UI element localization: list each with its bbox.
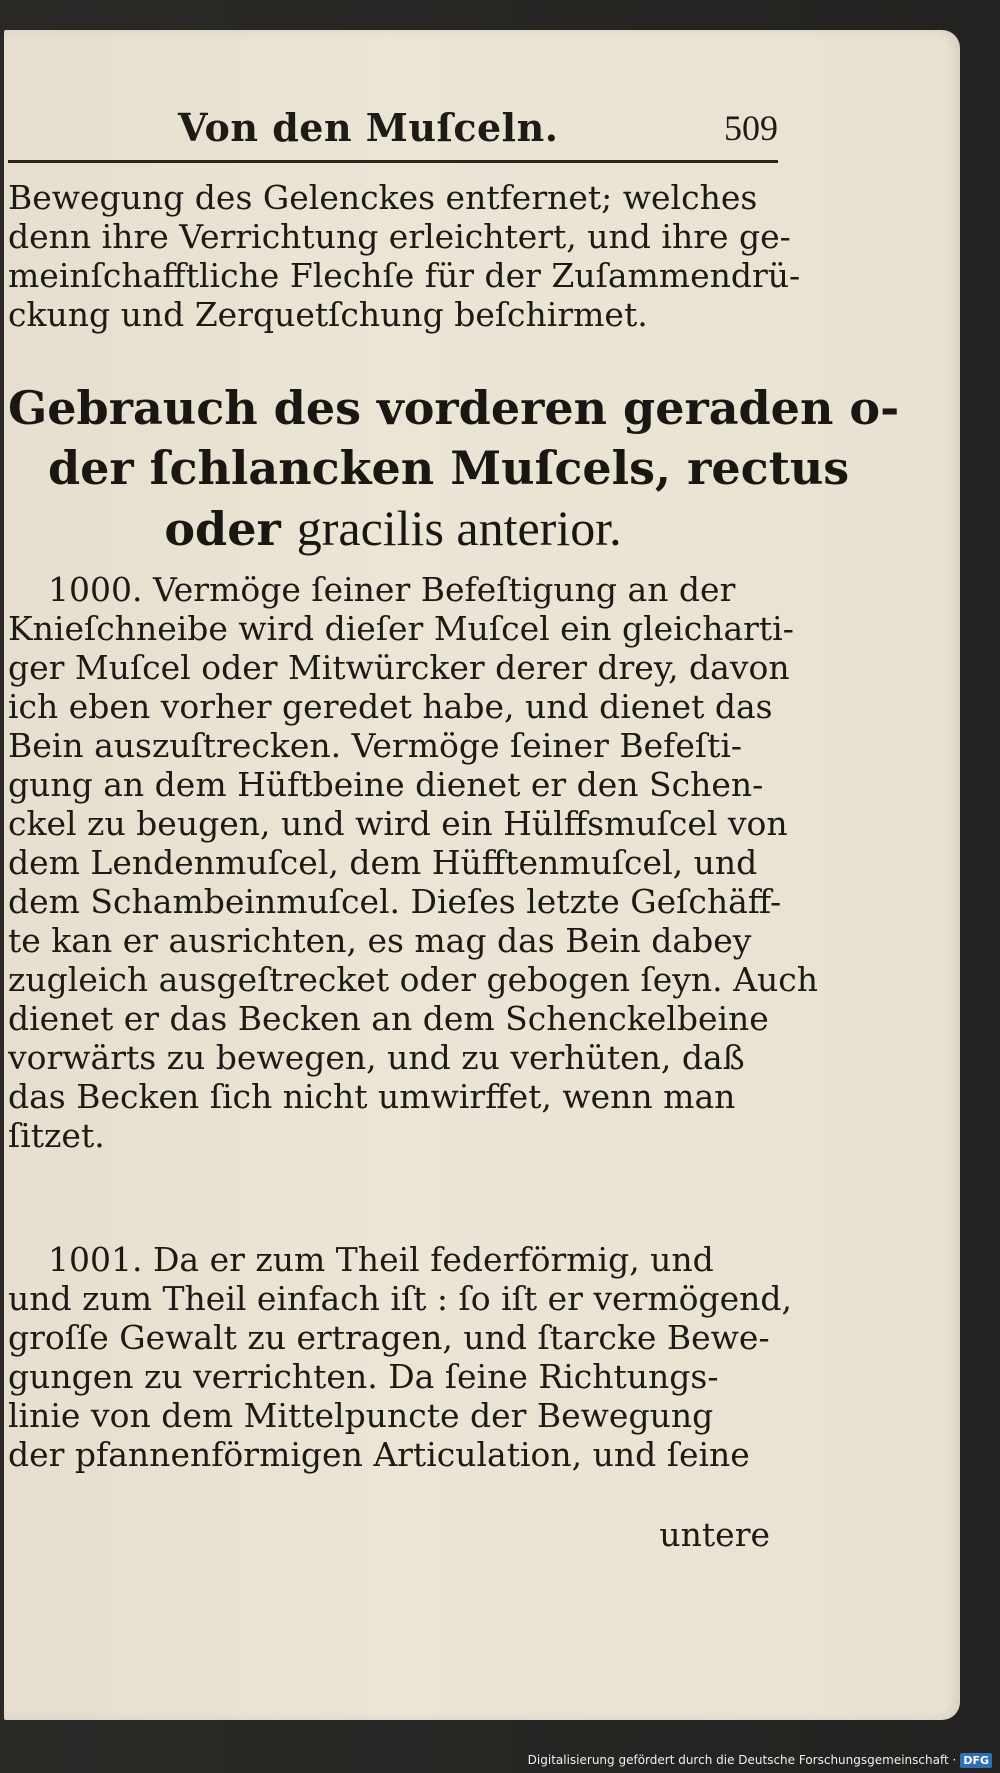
text-line: meinſchafftliche Flechſe für der Zuſammendrü- xyxy=(8,256,801,295)
text-line: 1000. Vermöge ſeiner Befeſtigung an der xyxy=(48,570,736,609)
text-line: ckel zu beugen, und wird ein Hülffsmuſcel von xyxy=(8,804,788,843)
heading-line: der ſchlancken Muſcels, rectus xyxy=(48,441,850,495)
text-line: dienet er das Becken an dem Schenckelbeine xyxy=(8,999,769,1038)
text-line: ſitzet. xyxy=(8,1116,105,1155)
intro-paragraph xyxy=(8,178,801,334)
paragraph-1000 xyxy=(8,570,818,1155)
text-line: ckung und Zerquetſchung beſchirmet. xyxy=(8,295,648,334)
text-line: groſſe Gewalt zu ertragen, und ſtarcke Bewe- xyxy=(8,1318,770,1357)
text-line: Knieſchneibe wird dieſer Muſcel ein gleicharti- xyxy=(8,609,794,648)
text-line: 1001. Da er zum Theil federförmig, und xyxy=(48,1240,714,1279)
text-line: Bewegung des Gelenckes entfernet; welches xyxy=(8,178,758,217)
text-line: ger Muſcel oder Mitwürcker derer drey, davon xyxy=(8,648,790,687)
heading-latin: gracilis anterior. xyxy=(296,500,622,556)
text-line: und zum Theil einfach iſt : ſo iſt er vermögend, xyxy=(8,1279,793,1318)
running-title: Von den Muſceln. xyxy=(178,105,559,150)
section-heading xyxy=(8,378,900,559)
heading-word: oder xyxy=(164,502,281,556)
header-rule xyxy=(8,160,778,163)
heading-line: Gebrauch des vorderen geraden o- xyxy=(8,381,900,435)
heading-line xyxy=(8,498,778,559)
text-line: denn ihre Verrichtung erleichtert, und ihre ge- xyxy=(8,217,791,256)
text-line: dem Lendenmuſcel, dem Hüfftenmuſcel, und xyxy=(8,843,758,882)
text-line: der pfannenförmigen Articulation, und ſeine xyxy=(8,1435,750,1474)
text-line: dem Schambeinmuſcel. Dieſes letzte Geſchäff- xyxy=(8,882,782,921)
credit-text: Digitalisierung gefördert durch die Deutsche Forschungsgemeinschaft · xyxy=(527,1753,957,1767)
digitization-credit xyxy=(528,1749,992,1771)
text-line: gungen zu verrichten. Da ſeine Richtungs- xyxy=(8,1357,719,1396)
text-line: Bein auszuſtrecken. Vermöge ſeiner Befeſti- xyxy=(8,726,743,765)
text-line: gung an dem Hüftbeine dienet er den Schen- xyxy=(8,765,764,804)
catchword: untere xyxy=(659,1515,770,1554)
paragraph-1001 xyxy=(8,1240,793,1474)
text-line: das Becken ſich nicht umwirffet, wenn man xyxy=(8,1077,736,1116)
text-line: vorwärts zu bewegen, und zu verhüten, daß xyxy=(8,1038,745,1077)
page-number: 509 xyxy=(724,108,778,148)
text-line: zugleich ausgeſtrecket oder gebogen ſeyn. Auch xyxy=(8,960,818,999)
text-line: linie von dem Mittelpuncte der Bewegung xyxy=(8,1396,714,1435)
page-header xyxy=(8,105,778,155)
text-line: te kan er ausrichten, es mag das Bein dabey xyxy=(8,921,752,960)
text-line: ich eben vorher geredet habe, und dienet das xyxy=(8,687,773,726)
dfg-logo: DFG xyxy=(960,1753,992,1768)
